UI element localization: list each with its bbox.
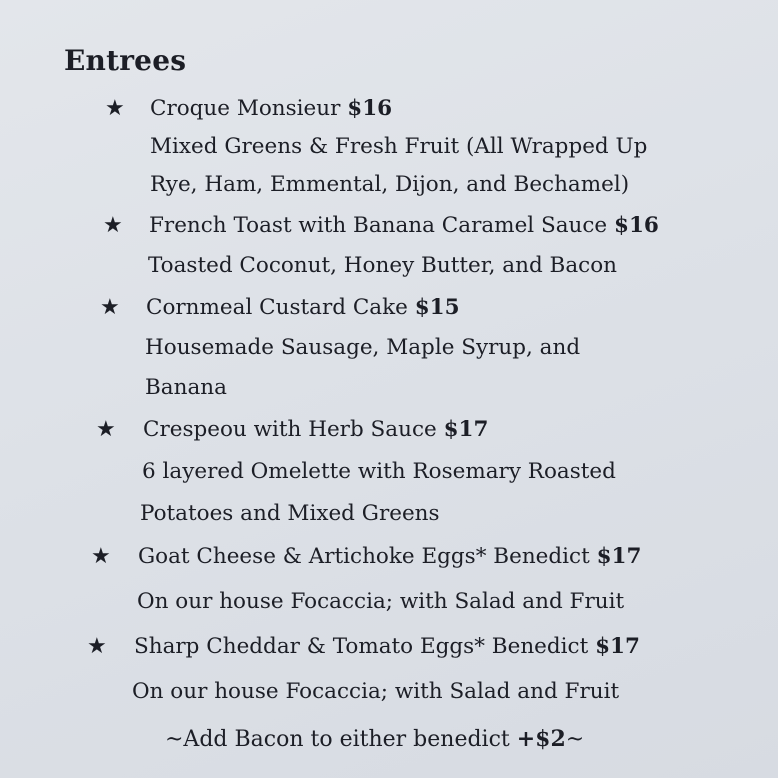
item-description: Toasted Coconut, Honey Butter, and Bacon (148, 253, 618, 278)
item-title (150, 95, 392, 123)
item-price: $17 (596, 544, 642, 569)
item-price: $15 (414, 295, 460, 320)
item-name: Goat Cheese & Artichoke Eggs* Benedict (138, 544, 590, 569)
star-icon: ★ (87, 634, 107, 659)
addon-price: +$2 (516, 726, 566, 752)
item-description: On our house Focaccia; with Salad and Fruit (132, 679, 620, 704)
item-name: Sharp Cheddar & Tomato Eggs* Benedict (134, 634, 589, 659)
star-icon: ★ (103, 213, 123, 238)
item-price: $16 (347, 96, 393, 121)
addon-text: ~Add Bacon to either benedict (165, 727, 517, 752)
item-price: $17 (595, 634, 640, 659)
item-name: Croque Monsieur (150, 96, 341, 121)
star-icon: ★ (91, 544, 111, 569)
item-title (146, 294, 460, 322)
item-description: Mixed Greens & Fresh Fruit (All Wrapped Up (150, 134, 648, 159)
star-icon: ★ (96, 417, 116, 442)
item-title (138, 543, 641, 571)
item-description: 6 layered Omelette with Rosemary Roasted (142, 459, 616, 484)
star-icon: ★ (100, 295, 120, 320)
item-title (143, 416, 488, 444)
item-description: Potatoes and Mixed Greens (140, 501, 440, 526)
item-name: Crespeou with Herb Sauce (143, 417, 437, 442)
item-price: $17 (443, 417, 489, 442)
menu-heading: Entrees (64, 44, 187, 77)
item-name: Cornmeal Custard Cake (146, 295, 408, 320)
item-description: Banana (145, 375, 227, 400)
addon-suffix: ~ (565, 727, 585, 752)
star-icon: ★ (105, 96, 125, 121)
item-name: French Toast with Banana Caramel Sauce (149, 213, 608, 238)
item-description: Housemade Sausage, Maple Syrup, and (145, 335, 581, 360)
item-description: On our house Focaccia; with Salad and Fruit (137, 589, 625, 614)
item-description: Rye, Ham, Emmental, Dijon, and Bechamel) (150, 172, 630, 197)
item-title (134, 633, 640, 661)
addon-note (165, 724, 584, 755)
item-title (149, 212, 659, 240)
item-price: $16 (614, 213, 659, 238)
